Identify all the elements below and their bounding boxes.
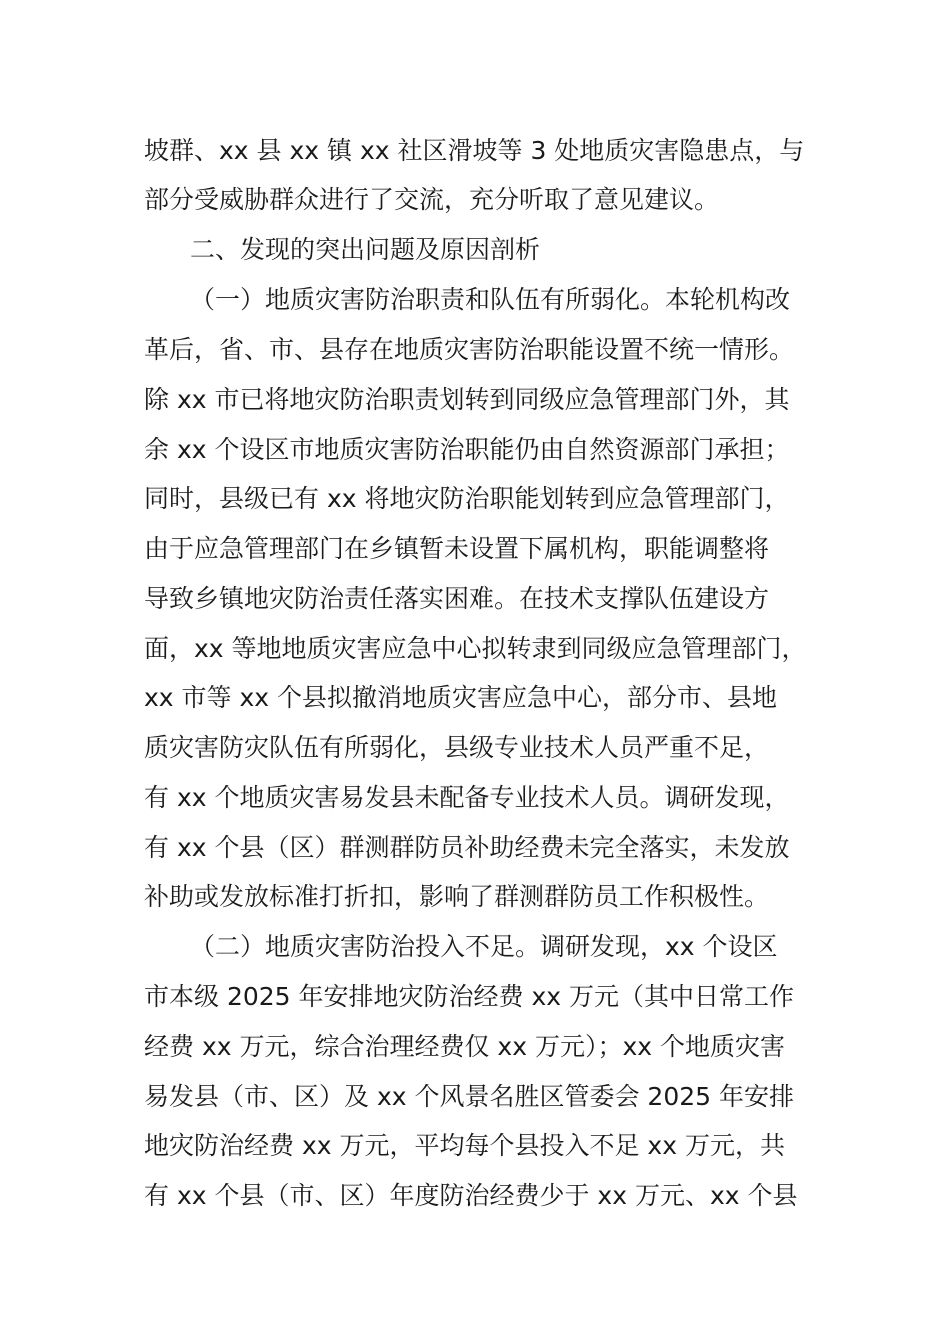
text-line: （一）地质灾害防治职责和队伍有所弱化。本轮机构改 — [190, 285, 791, 314]
text-line: 除 xx 市已将地灾防治职责划转到同级应急管理部门外，其 — [144, 385, 790, 414]
text-line: 有 xx 个县（区）群测群防员补助经费未完全落实，未发放 — [144, 833, 790, 862]
text-line: 导致乡镇地灾防治责任落实困难。在技术支撑队伍建设方 — [144, 584, 770, 613]
text-line: 有 xx 个地质灾害易发县未配备专业技术人员。调研发现， — [144, 783, 790, 812]
text-line: 质灾害防灾队伍有所弱化，县级专业技术人员严重不足， — [144, 733, 770, 762]
text-line: 面，xx 等地地质灾害应急中心拟转隶到同级应急管理部门， — [144, 634, 807, 663]
text-line: 坡群、xx 县 xx 镇 xx 社区滑坡等 3 处地质灾害隐患点，与 — [144, 136, 805, 165]
section-heading: 二、发现的突出问题及原因剖析 — [190, 235, 541, 264]
text-line: 市本级 2025 年安排地灾防治经费 xx 万元（其中日常工作 — [144, 982, 795, 1011]
text-line: 部分受威胁群众进行了交流，充分听取了意见建议。 — [144, 185, 720, 214]
text-line: 地灾防治经费 xx 万元，平均每个县投入不足 xx 万元，共 — [144, 1131, 785, 1160]
text-line: xx 市等 xx 个县拟撤消地质灾害应急中心，部分市、县地 — [144, 683, 778, 712]
text-line: 有 xx 个县（市、区）年度防治经费少于 xx 万元、xx 个县 — [144, 1181, 798, 1210]
text-line: 同时，县级已有 xx 将地灾防治职能划转到应急管理部门， — [144, 484, 790, 513]
text-line: 革后，省、市、县存在地质灾害防治职能设置不统一情形。 — [144, 335, 795, 364]
text-line: 易发县（市、区）及 xx 个风景名胜区管委会 2025 年安排 — [144, 1082, 795, 1111]
text-line: 经费 xx 万元，综合治理经费仅 xx 万元）；xx 个地质灾害 — [144, 1032, 786, 1061]
text-line: （二）地质灾害防治投入不足。调研发现，xx 个设区 — [190, 932, 778, 961]
text-line: 由于应急管理部门在乡镇暂未设置下属机构，职能调整将 — [144, 534, 770, 563]
text-line: 余 xx 个设区市地质灾害防治职能仍由自然资源部门承担； — [144, 435, 790, 464]
text-line: 补助或发放标准打折扣，影响了群测群防员工作积极性。 — [144, 882, 770, 911]
